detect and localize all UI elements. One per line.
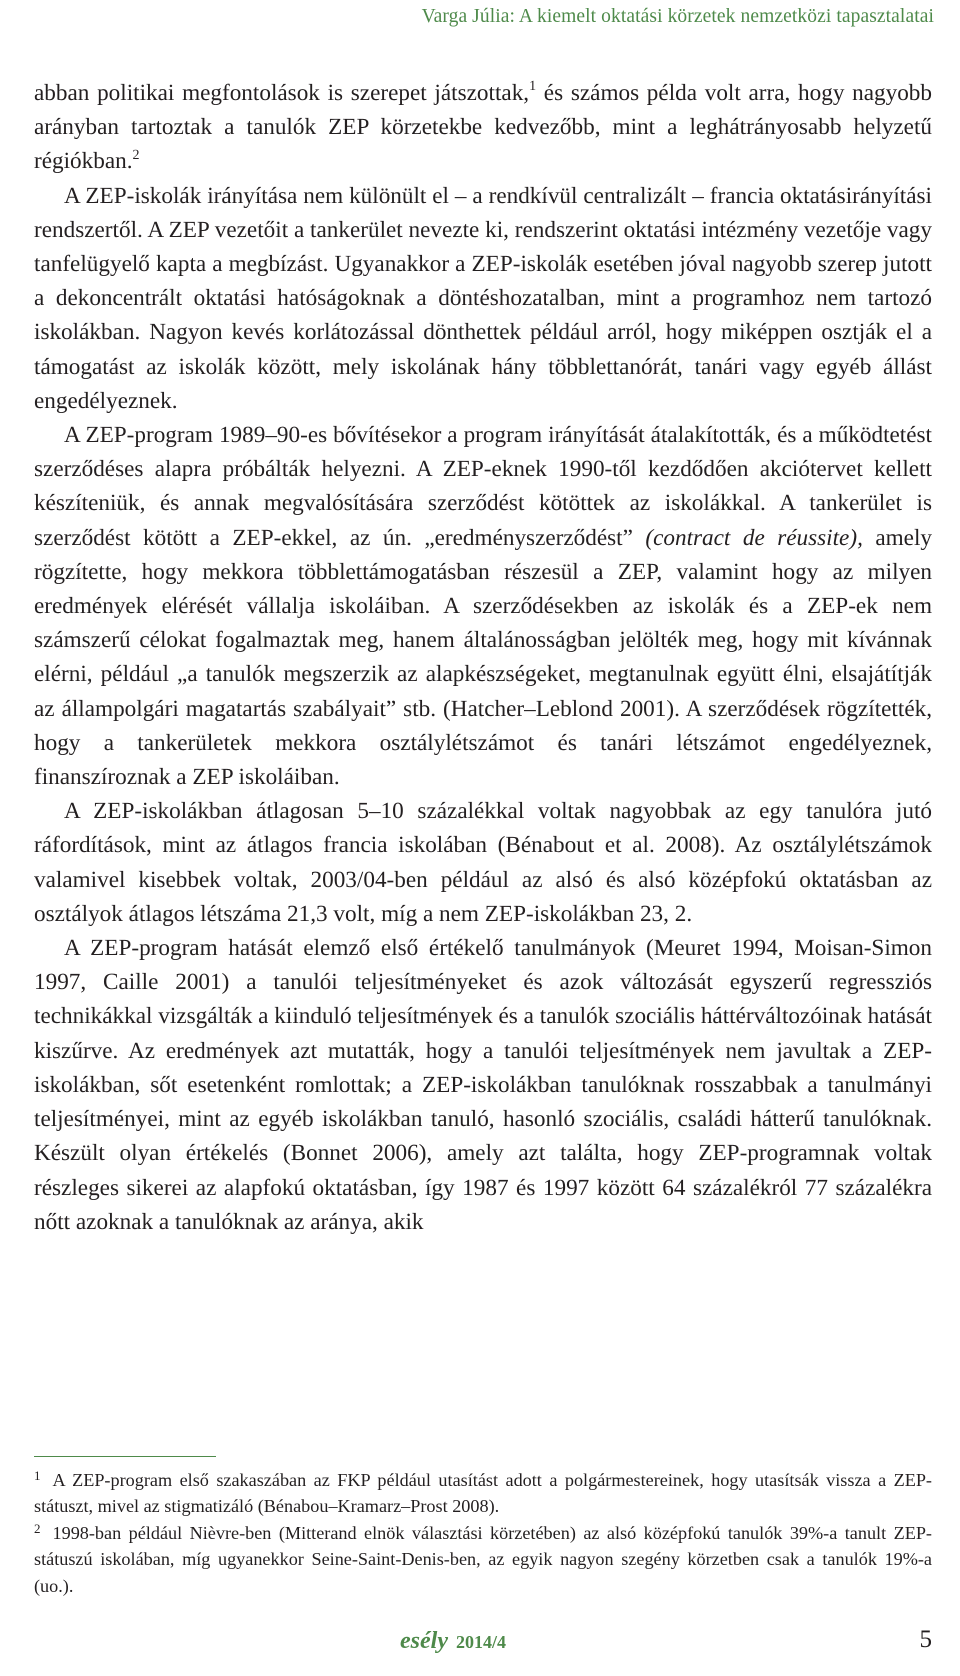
paragraph-4: A ZEP-iskolákban átlagosan 5–10 százalékkal voltak nagyobbak az egy tanulóra jutó ráfordítások, mint az átlagos francia iskolában (Bénabout et al. 2008). Az osztálylétszámok valamivel kisebbek voltak, 2003/04-ben például az alsó és alsó középfokú oktatásban az osztályok átlagos létszáma 21,3 volt, míg a nem ZEP-iskolákban 23, 2.: [34, 798, 932, 927]
footnote-2-text: 1998-ban például Nièvre-ben (Mitterand elnök választási körzetében) az alsó középfokú tanulók 39%-a tanult ZEP-státuszú iskolában, míg ugyanekkor Seine-Saint-Denis-ben, az egyik nagyon szegény körzetben csak a tanulók 19%-a (uo.).: [34, 1522, 932, 1596]
paragraph-5: A ZEP-program hatását elemző első értékelő tanulmányok (Meuret 1994, Moisan-Simon 1997, Caille 2001) a tanulói teljesítményeket és azok változását egyszerű regressziós technikákkal vizsgálták a kiinduló teljesítmények és a tanulók szociális háttérváltozóinak hatását kiszűrve. Az eredmények azt mutatták, hogy a tanulói teljesítmények nem javultak a ZEP-iskolákban, sőt esetenként romlottak; a ZEP-iskolákban tanulóknak rosszabbak a tanulmányi teljesítményei, mint az egyéb iskolákban tanuló, hasonló szociális, családi hátterű tanulóknak. Készült olyan értékelés (Bonnet 2006), amely azt találta, hogy ZEP-programnak voltak részleges sikerei az alapfokú oktatásban, így 1987 és 1997 között 64 százalékról 77 százalékra nőtt azoknak a tanulóknak az aránya, akik: [34, 935, 932, 1235]
paragraph-1-text-a: abban politikai megfontolások is szerepet játszottak,: [34, 80, 530, 106]
footnote-1-text: A ZEP-program első szakaszában az FKP például utasítást adott a polgármestereinek, hogy utasítsák vissza a ZEP-státuszt, mivel az stigmatizáló (Bénabou–Kramarz–Prost 2008).: [34, 1470, 932, 1517]
paragraph-2: A ZEP-iskolák irányítása nem különült el – a rendkívül centralizált – francia oktatásirányítási rendszertől. A ZEP vezetőit a tankerület nevezte ki, rendszerint oktatási intézmény vezetője vagy tanfelügyelő kapta a megbízást. Ugyanakkor a ZEP-iskolák esetében jóval nagyobb szerep jutott a dekoncentrált oktatási hatóságoknak a döntéshozatalban, mint a programhoz nem tartozó iskolákban. Nagyon kevés korlátozással dönthettek például arról, hogy miképpen osztják el a támogatást az iskolák között, mely iskolának hány többlettanórát, tanári vagy egyéb állást engedélyeznek.: [34, 182, 932, 414]
running-header: Varga Júlia: A kiemelt oktatási körzetek nemzetközi tapasztalatai: [421, 6, 934, 27]
paragraph-1: [34, 76, 932, 179]
footnote-divider: [34, 1456, 216, 1457]
paragraph-3-text-a: A ZEP-program 1989–90-es bővítésekor a program irányítását átalakították, és a működtetést szerződéses alapra próbálták helyezni. A ZEP-eknek 1990-től kezdődően akciótervet kellett készíteniük, és annak megvalósítására szerződést kötöttek az iskolákkal. A tankerület is szerződést kötött a ZEP-ekkel, az ún. „eredményszerződést”: [34, 422, 932, 551]
footnote-2: 2 1998-ban például Nièvre-ben (Mitterand elnök választási körzetében) az alsó középfokú tanulók 39%-a tanult ZEP-státuszú iskolában, míg ugyanekkor Seine-Saint-Denis-ben, az egyik nagyon szegény körzetben csak a tanulók 19%-a (uo.).: [34, 1520, 932, 1596]
footnote-ref-1[interactable]: 1: [529, 79, 537, 95]
footnote-ref-2[interactable]: 2: [132, 147, 140, 163]
journal-issue: 2014/4: [455, 1632, 506, 1652]
body-text: [34, 76, 932, 1239]
footnote-1: 1 A ZEP-program első szakaszában az FKP például utasítást adott a polgármestereinek, hogy utasítsák vissza a ZEP-státuszt, mivel az stigmatizáló (Bénabou–Kramarz–Prost 2008).: [34, 1468, 932, 1517]
page-number: 5: [919, 1626, 932, 1653]
paragraph-3: [34, 418, 932, 794]
paragraph-3-text-b: amely rögzítette, hogy mekkora többlettámogatásban részesül a ZEP, valamint hogy az milyen eredmények elérését vállalja iskoláiban. A szerződésekben az iskolák és a ZEP-ek nem számszerű célokat fogalmaztak meg, hanem általánosságban jelölték meg, hogy mit kívánnak elérni, például „a tanulók megszerzik az alapkészségeket, megtanulnak együtt élni, elsajátítják az állampolgári magatartás szabályait” stb. (Hatcher–Leblond 2001). A szerződések rögzítették, hogy a tankerületek mekkora osztálylétszámot és tanári létszámot engedélyeznek, finanszíroznak a ZEP iskoláiban.: [34, 524, 933, 791]
paragraph-1-text-b: és számos példa volt arra, hogy nagyobb arányban tartoztak a tanulók ZEP körzetekbe kedvezőbb, mint a leghátrányosabb helyzetű régiókban.: [34, 80, 932, 175]
footnotes: [34, 1467, 932, 1599]
journal-name: [400, 1628, 506, 1655]
journal-title: esély: [400, 1628, 448, 1654]
paragraph-3-italic: (contract de réussite),: [632, 524, 863, 551]
